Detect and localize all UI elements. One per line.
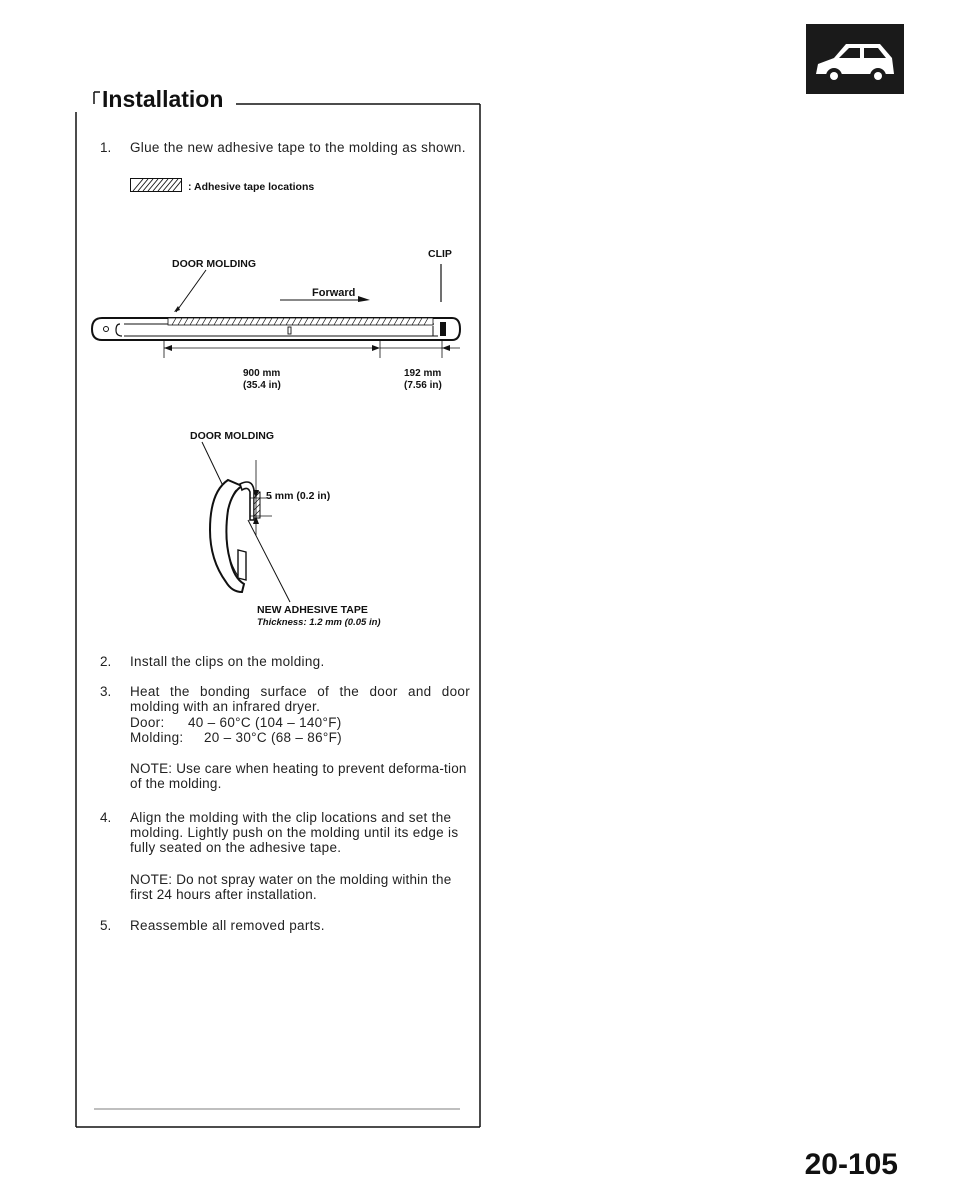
step-3-number: 3. <box>100 684 112 699</box>
door-molding-label-2: DOOR MOLDING <box>190 430 274 442</box>
step-2-number: 2. <box>100 654 112 669</box>
molding-cross-section-diagram <box>180 420 400 620</box>
temp-door-value: 40 – 60°C (104 – 140°F) <box>188 715 342 730</box>
clip-label: CLIP <box>428 248 452 260</box>
dimension-192mm-inches: (7.56 in) <box>404 380 442 391</box>
step-2-text: Install the clips on the molding. <box>130 654 325 669</box>
step-1-text: Glue the new adhesive tape to the molding as shown. <box>130 140 466 155</box>
dimension-192mm <box>404 368 442 392</box>
page-title: Installation <box>102 86 224 112</box>
step-5-number: 5. <box>100 918 112 933</box>
step-3-text: Heat the bonding surface of the door and door molding with an infrared dryer. <box>130 684 470 714</box>
step-1-number: 1. <box>100 140 112 155</box>
note-water: NOTE: Do not spray water on the molding within the first 24 hours after installation. <box>130 872 452 902</box>
dimension-900mm-inches: (35.4 in) <box>243 380 281 391</box>
step-4-text: Align the molding with the clip locations and set the molding. Lightly push on the molding until its edge is fully seated on the adhesive tape. <box>130 810 459 855</box>
page-number: 20-105 <box>804 1148 898 1181</box>
step-4-number: 4. <box>100 810 112 825</box>
dimension-900mm-value: 900 mm <box>243 368 281 379</box>
dimension-900mm <box>243 368 281 392</box>
dimension-192mm-value: 192 mm <box>404 368 442 379</box>
door-molding-label-1: DOOR MOLDING <box>172 258 256 270</box>
new-adhesive-tape-label: NEW ADHESIVE TAPE <box>257 604 368 616</box>
forward-label: Forward <box>312 287 356 299</box>
legend-label: : Adhesive tape locations <box>188 181 315 193</box>
temp-molding-value: 20 – 30°C (68 – 86°F) <box>204 730 342 745</box>
adhesive-tape-legend-swatch <box>130 178 182 192</box>
tape-thickness-label: Thickness: 1.2 mm (0.05 in) <box>257 617 381 628</box>
note-heating: NOTE: Use care when heating to prevent deforma-tion of the molding. <box>130 761 467 791</box>
step-5-text: Reassemble all removed parts. <box>130 918 325 933</box>
temp-door-label: Door: <box>130 715 165 730</box>
temp-molding-label: Molding: <box>130 730 184 745</box>
gap-dimension-label: 5 mm (0.2 in) <box>266 490 331 502</box>
